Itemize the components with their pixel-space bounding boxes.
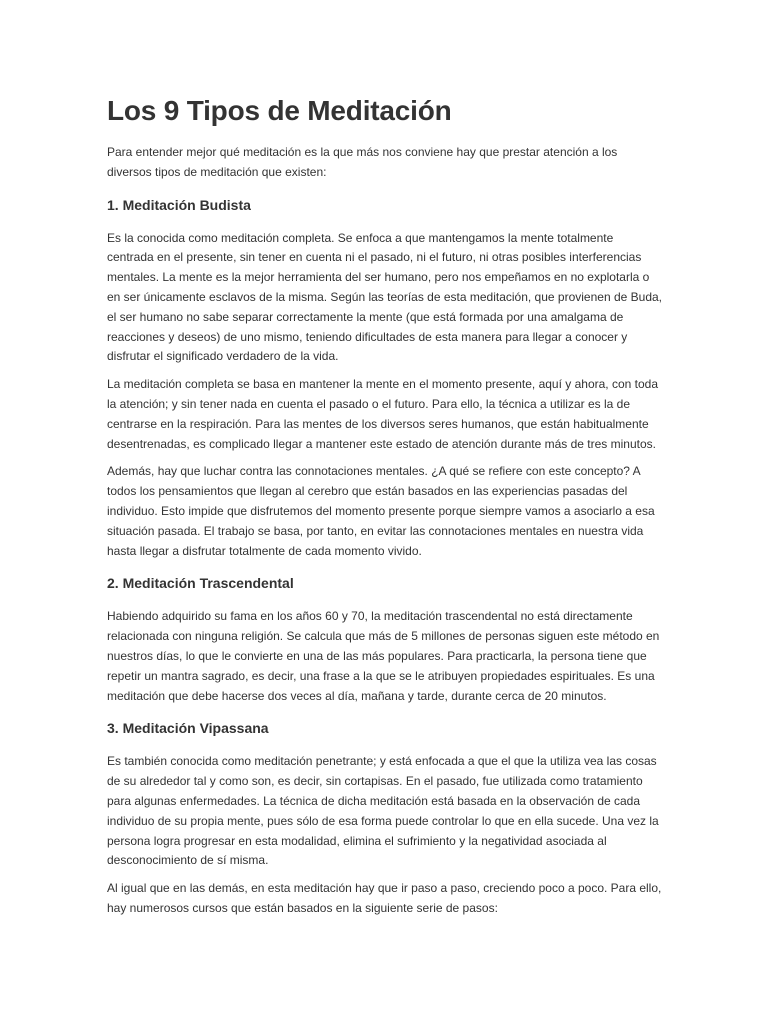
page-title: Los 9 Tipos de Meditación <box>107 95 452 126</box>
paragraph: Además, hay que luchar contra las connotaciones mentales. ¿A qué se refiere con este concepto? A todos los pensamientos que llegan al cerebro que están basados en las experiencias pasadas del individuo. Esto impide que disfrutemos del momento presente porque siempre vamos a asociarlo a esa situación pasada. El trabajo se basa, por tanto, en evitar las connotaciones mentales en nuestra vida hasta llegar a disfrutar totalmente de cada momento vivido. <box>107 464 655 558</box>
article-body <box>107 92 663 927</box>
intro-paragraph: Para entender mejor qué meditación es la que más nos conviene hay que prestar atención a los diversos tipos de meditación que existen: <box>107 145 618 179</box>
paragraph: Es también conocida como meditación penetrante; y está enfocada a que el que la utiliza vea las cosas de su alrededor tal y como son, es decir, sin cortapisas. En el pasado, fue utilizada como tratamiento para algunas enfermedades. La técnica de dicha meditación está basada en la observación de cada individuo de su propia mente, pues sólo de esa forma puede controlar lo que en ella sucede. Una vez la persona logra progresar en esta modalidad, elimina el sufrimiento y la negatividad asociada al desconocimiento de sí misma. <box>107 754 659 868</box>
paragraph: Habiendo adquirido su fama en los años 60 y 70, la meditación trascendental no está directamente relacionada con ninguna religión. Se calcula que más de 5 millones de personas siguen este método en nuestros días, lo que le convierte en una de las más populares. Para practicarla, la persona tiene que repetir un mantra sagrado, es decir, una frase a la que se le atribuyen propiedades espirituales. Es una meditación que debe hacerse dos veces al día, mañana y tarde, durante cerca de 20 minutos. <box>107 609 660 703</box>
paragraph: Es la conocida como meditación completa. Se enfoca a que mantengamos la mente totalmente centrada en el presente, sin tener en cuenta ni el pasado, ni el futuro, ni otras posibles interferencias mentales. La mente es la mejor herramienta del ser humano, pero nos empeñamos en no explotarla o en ser únicamente esclavos de la misma. Según las teorías de esta meditación, que provienen de Buda, el ser humano no sabe separar correctamente la mente (que está formada por una amalgama de reacciones y deseos) de uno mismo, teniendo dificultades de esta manera para llegar a conocer y disfrutar el significado verdadero de la vida. <box>107 230 662 364</box>
paragraph: La meditación completa se basa en mantener la mente en el momento presente, aquí y ahora, con toda la atención; y sin tener nada en cuenta el pasado o el futuro. Para ello, la técnica a utilizar es la de centrarse en la respiración. Para las mentes de los diversos seres humanos, que están habitualmente desentrenadas, es complicado llegar a mantener este estado de atención durante más de tres minutos. <box>107 377 659 451</box>
section-heading-vipassana: 3. Meditación Vipassana <box>107 720 269 737</box>
section-heading-trascendental: 2. Meditación Trascendental <box>107 575 294 592</box>
paragraph: Al igual que en las demás, en esta meditación hay que ir paso a paso, creciendo poco a poco. Para ello, hay numerosos cursos que están basados en la siguiente serie de pasos: <box>107 881 662 915</box>
section-heading-budista: 1. Meditación Budista <box>107 196 251 213</box>
